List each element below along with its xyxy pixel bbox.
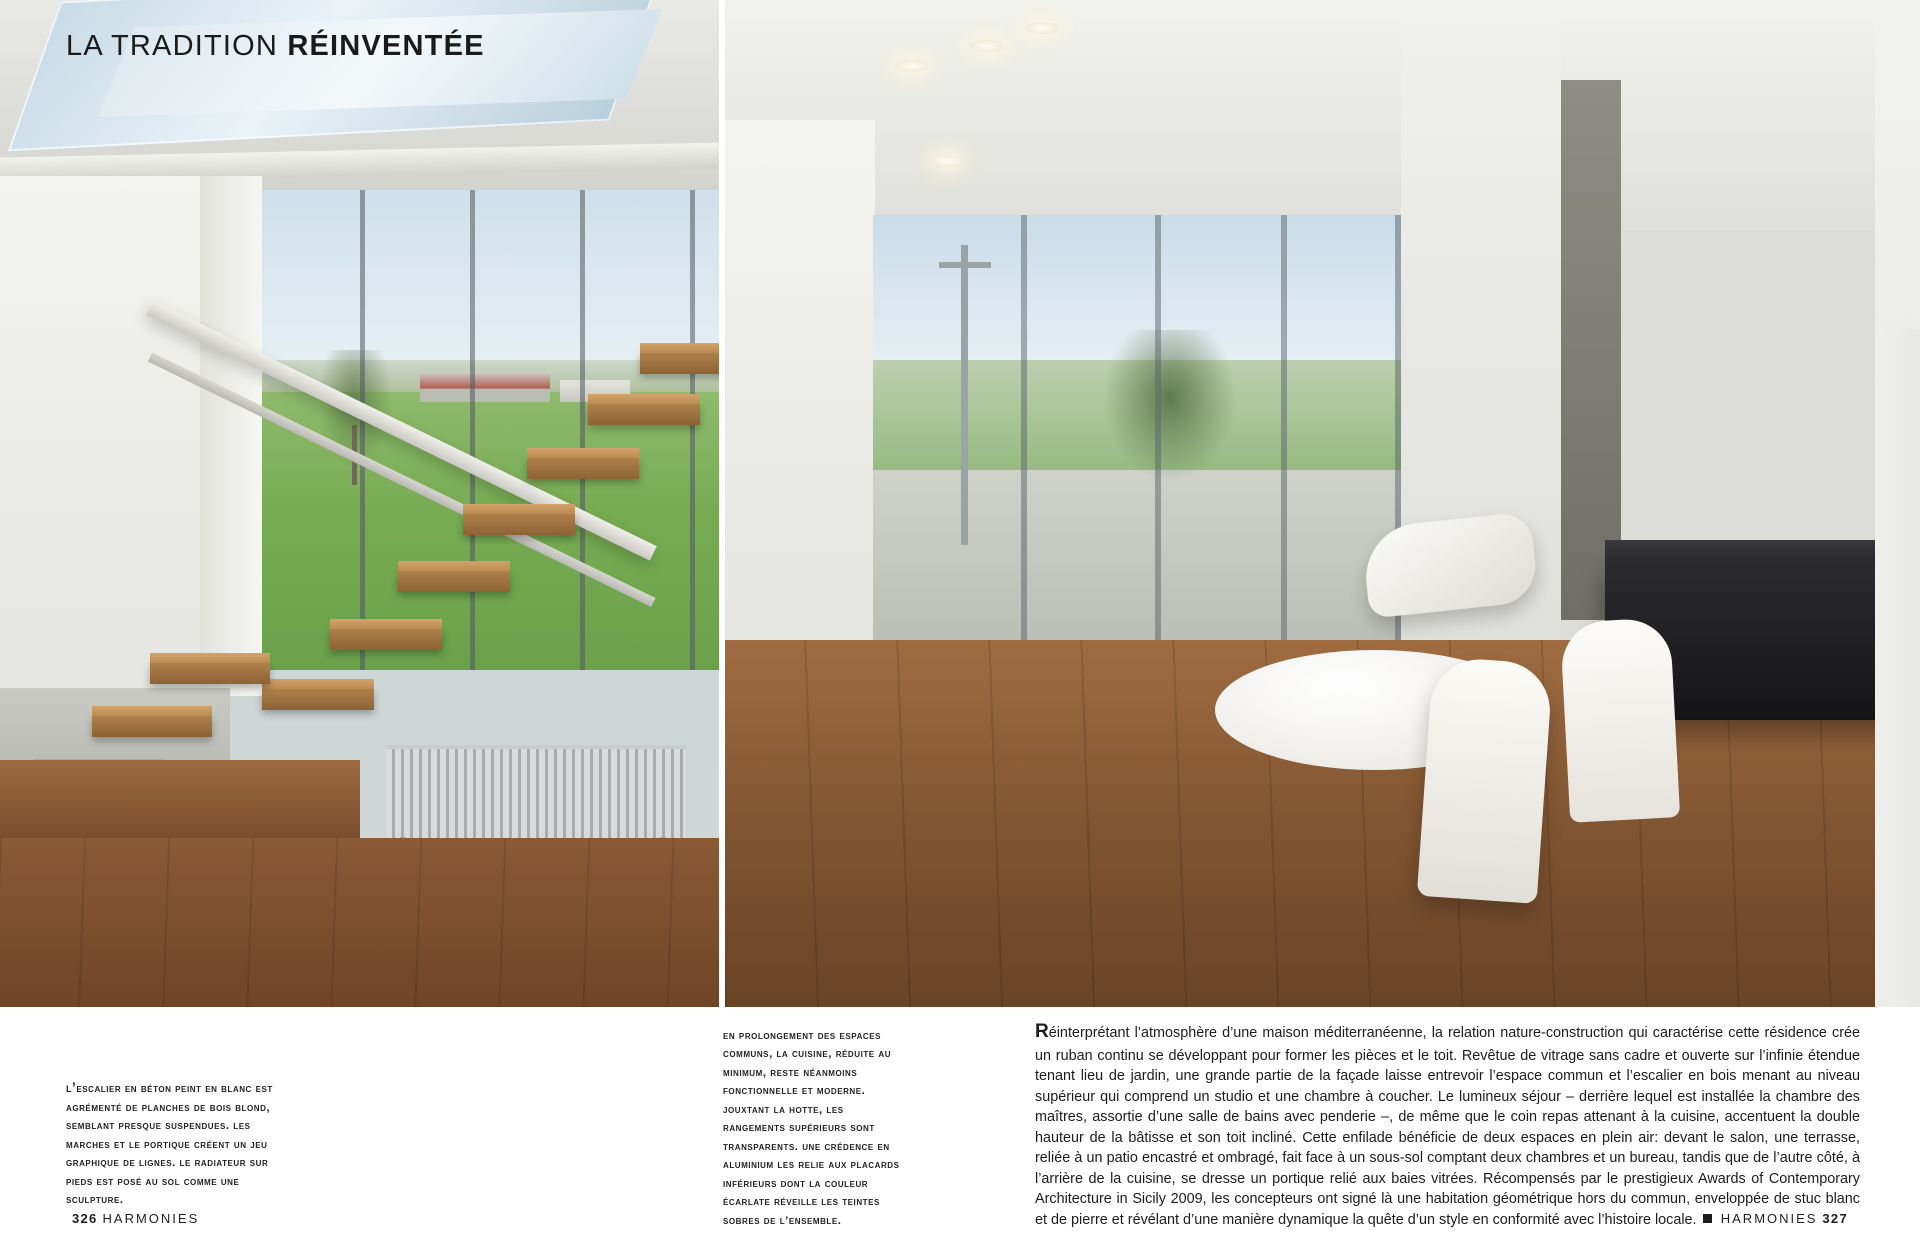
kitchen-side-panel: [1875, 330, 1920, 1007]
text-band: [0, 1007, 1920, 1244]
folio-right-word: HARMONIES: [1720, 1211, 1818, 1226]
dining-chair: [1560, 617, 1680, 822]
stair-tread: [398, 570, 510, 592]
caption-middle: en prolongement des espaces communs, la cuisine, réduite au minimum, reste néanmoins fonctionnelle et moderne. jouxtant la hotte, les rangements supérieurs sont transparents. une crédence en aluminium les relie aux placards inférieurs dont la couleur écarlate réveille les teintes sobres de l’ensemble.: [723, 1030, 900, 1227]
wood-floor: [0, 838, 719, 1007]
window-mullion: [690, 190, 695, 670]
stair-tread: [588, 403, 700, 425]
outbuilding: [420, 372, 550, 402]
utility-pole-arm: [939, 262, 991, 268]
living-kitchen-photo: [725, 0, 1920, 1007]
ceiling-spotlight: [930, 155, 964, 167]
tree-foliage: [1105, 330, 1235, 480]
page-title-bold: RÉINVENTÉE: [287, 30, 485, 62]
page-title: [66, 30, 485, 63]
left-wall: [0, 176, 200, 736]
body-text: [1035, 1019, 1860, 1230]
stair-tread: [527, 457, 639, 479]
caption-left: l’escalier en béton peint en blanc est agrémenté de planches de bois blond, semblant presque suspendues. les marches et le portique créent un jeu graphique de lignes. le radiateur sur pieds est posé au sol comme une sculpture.: [66, 1080, 273, 1207]
stair-tread: [330, 628, 442, 650]
body-paragraph: éinterprétant l’atmosphère d’une maison méditerranéenne, la relation nature-construction qui caractérise cette résidence crée un ruban continu se développant pour former les pièces et le toit. Revêtue de vitrage sans cadre et ouverte sur l’infinie étendue tenant lieu de jardin, une grande partie de la façade laisse entrevoir l’espace commun et l’escalier en bois menant au niveau supérieur qui comprend un studio et une chambre à coucher. Le lumineux séjour – derrière lequel est installée la chambre des maîtres, assortie d’une salle de bains avec penderie –, de même que le coin repas attenant à la cuisine, accentuent la double hauteur de la bâtisse et son toit incliné. Cette enfilade bénéficie de deux espaces en plein air: devant le salon, une terrasse, reliée à un patio encastré et ombragé, fait face à un sous-sol comptant deux chambres et un bureau, tandis que de l’autre côté, à l’arrière de la cuisine, se dresse un portique relié aux baies vitrées. Récompensés par le prestigieux Awards of Contemporary Architecture in Sicily 2009, les concepteurs ont signé là une habitation géométrique hors du commun, enveloppée de stuc blanc et de pierre et révélant d’une manière dynamique la quête d’un style en conformité avec l’histoire locale.: [1035, 1025, 1860, 1228]
window-mullion: [1281, 215, 1287, 655]
stair-tread: [463, 513, 575, 535]
floor-upper-band: [0, 760, 360, 840]
folio-left-word: HARMONIES: [102, 1211, 200, 1226]
window-mullion: [1155, 215, 1161, 655]
ceiling-spotlight: [895, 60, 929, 72]
stair-tread: [640, 352, 719, 374]
ceiling-spotlight: [1025, 22, 1059, 34]
folio-right: [1721, 1211, 1848, 1226]
ceiling: [725, 0, 1920, 230]
interior-staircase-photo: [0, 0, 719, 1007]
utility-pole: [961, 245, 968, 545]
white-pillar: [200, 176, 262, 696]
left-wall: [725, 120, 875, 640]
window-mullion: [360, 190, 365, 670]
column-radiator: [386, 745, 686, 845]
window-mullion: [1021, 215, 1027, 655]
window-mullion: [470, 190, 475, 670]
stair-tread: [150, 662, 270, 684]
window-mullion: [580, 190, 585, 670]
end-mark: [1703, 1214, 1712, 1223]
folio-right-number: 327: [1822, 1211, 1848, 1226]
stair-tread: [262, 688, 374, 710]
folio-left-number: 326: [72, 1211, 98, 1226]
dark-column: [1561, 80, 1621, 620]
ceiling-spotlight: [970, 40, 1004, 52]
body-dropcap: R: [1035, 1021, 1049, 1042]
page-title-regular: LA TRADITION: [66, 30, 288, 62]
folio-left: [72, 1211, 199, 1226]
dining-chair: [1417, 656, 1553, 904]
stair-tread: [92, 715, 212, 737]
terrace: [873, 470, 1401, 655]
